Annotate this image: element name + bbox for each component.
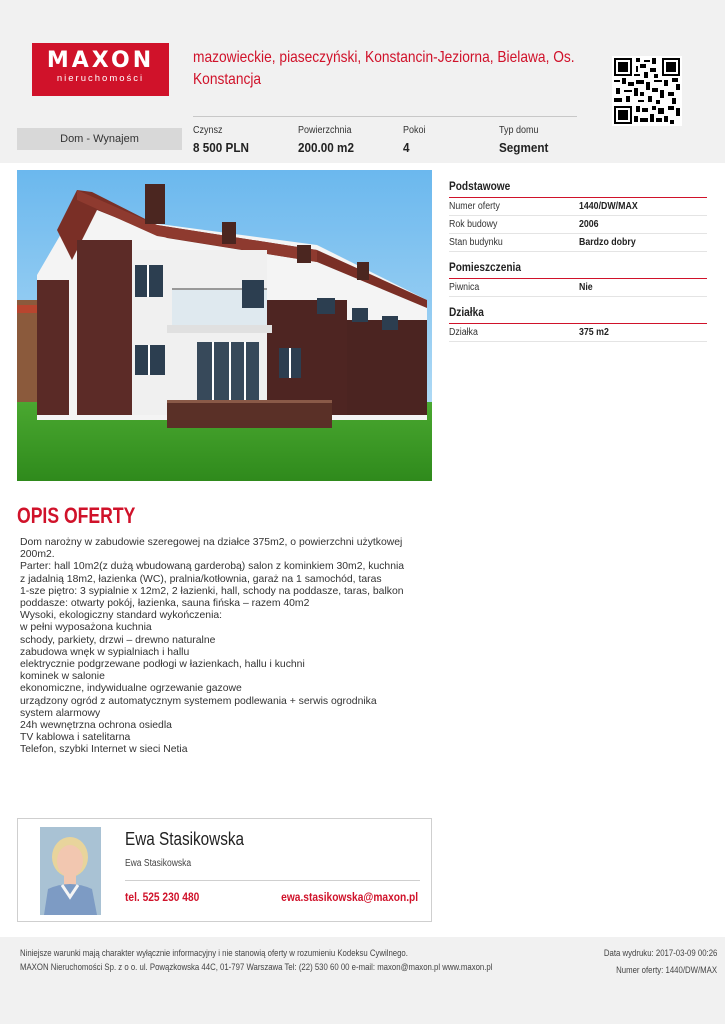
detail-row (449, 198, 707, 216)
description-line: system alarmowy (20, 707, 101, 719)
agent-divider (125, 880, 420, 881)
description-line: ekonomiczne, indywidualne ogrzewanie gazowe (20, 683, 242, 695)
description-line: 24h wewnętrzna ochrona osiedla (20, 720, 172, 732)
detail-key: Stan budynku (449, 237, 503, 248)
detail-value: Nie (579, 282, 593, 293)
detail-row (449, 216, 707, 234)
description-line: elektrycznie podgrzewane podłogi w łazienkach, hallu i kuchni (20, 659, 305, 671)
description-line: 1-sze piętro: 3 sypialnie x 12m2, 2 łazienki, hall, schody na poddasze, taras, balkon (20, 585, 404, 597)
description-line: poddasze: otwarty pokój, łazienka, sauna fińska – razem 40m2 (20, 598, 310, 610)
agent-name: Ewa Stasikowska (125, 829, 245, 849)
logo-subtitle: nieruchomości (56, 73, 145, 84)
offer-type-badge: Dom - Wynajem (17, 128, 182, 150)
description-title: OPIS OFERTY (17, 503, 136, 528)
stat-value: 8 500 PLN (193, 140, 249, 155)
agent-avatar (40, 827, 101, 915)
stat-house-type (499, 125, 554, 159)
detail-value: 1440/DW/MAX (579, 201, 638, 212)
stat-label: Typ domu (499, 125, 539, 136)
footer-company: MAXON Nieruchomości Sp. z o o. ul. Powązkowska 44C, 01-797 Warszawa Tel: (22) 530 60 00 e-mail: maxon@maxon.pl www.maxon.pl (20, 962, 493, 973)
description-line: 200m2. (20, 549, 55, 561)
description-line: Telefon, szybki Internet w sieci Netia (20, 744, 188, 756)
description-line: Wysoki, ekologiczny standard wykończenia: (20, 610, 223, 622)
description-line: schody, parkiety, drzwi – drewno naturalne (20, 634, 216, 646)
maxon-logo[interactable] (32, 43, 169, 96)
detail-value: 2006 (579, 219, 599, 230)
footer-disclaimer: Niniejsze warunki mają charakter wyłącznie informacyjny i nie stanowią oferty w rozumieniu Kodeksu Cywilnego. (20, 948, 408, 959)
detail-value: Bardzo dobry (579, 237, 636, 248)
header (0, 0, 725, 163)
detail-value: 375 m2 (579, 327, 609, 338)
description-line: w pełni wyposażona kuchnia (20, 622, 152, 634)
description-line: kominek w salonie (20, 671, 105, 683)
header-divider (193, 116, 577, 117)
stat-label: Czynsz (193, 125, 223, 136)
logo-brand: MAXON (46, 48, 155, 73)
section-title-rooms: Pomieszczenia (449, 261, 707, 279)
detail-key: Rok budowy (449, 219, 498, 230)
section-title-plot: Działka (449, 306, 707, 324)
stat-rent (193, 125, 255, 159)
stat-value: Segment (499, 140, 549, 155)
stat-rooms (403, 125, 428, 159)
description-text (20, 537, 425, 757)
agent-email-link[interactable]: ewa.stasikowska@maxon.pl (281, 890, 418, 904)
property-photo[interactable] (17, 170, 432, 481)
stat-value: 4 (403, 140, 410, 155)
detail-row (449, 279, 707, 297)
description-line: Dom narożny w zabudowie szeregowej na działce 375m2, o powierzchni użytkowej (20, 537, 403, 548)
stat-label: Powierzchnia (298, 125, 352, 136)
stat-value: 200.00 m2 (298, 140, 354, 155)
detail-key: Numer oferty (449, 201, 500, 212)
footer (0, 937, 725, 1024)
detail-row (449, 234, 707, 252)
details-panel (449, 180, 707, 342)
detail-row (449, 324, 707, 342)
footer-offer-number: Numer oferty: 1440/DW/MAX (616, 965, 717, 976)
description-line: TV kablowa i satelitarna (20, 732, 131, 744)
agent-card (17, 818, 432, 922)
section-title-basic: Podstawowe (449, 180, 707, 198)
detail-key: Piwnica (449, 282, 480, 293)
agent-phone-link[interactable]: tel. 525 230 480 (125, 890, 200, 904)
stat-area (298, 125, 360, 159)
description-line: zabudowa wnęk w sypialniach i hallu (20, 646, 190, 658)
detail-key: Działka (449, 327, 478, 338)
property-address: mazowieckie, piaseczyński, Konstancin-Jeziorna, Bielawa, Os. Konstancja (193, 49, 575, 88)
qr-code-icon (612, 56, 682, 126)
agent-subtitle: Ewa Stasikowska (125, 858, 192, 869)
description-line: urządzony ogród z automatycznym systemem podlewania + serwis ogrodnika (20, 695, 377, 707)
footer-print-date: Data wydruku: 2017-03-09 00:26 (603, 948, 717, 959)
description-line: z jadalnią 18m2, łazienka (WC), pralnia/kotłownia, garaż na 1 samochód, taras (20, 573, 382, 585)
stat-label: Pokoi (403, 125, 426, 136)
description-line: Parter: hall 10m2(z dużą wbudowaną garderobą) salon z kominkiem 30m2, kuchnia (20, 561, 405, 573)
